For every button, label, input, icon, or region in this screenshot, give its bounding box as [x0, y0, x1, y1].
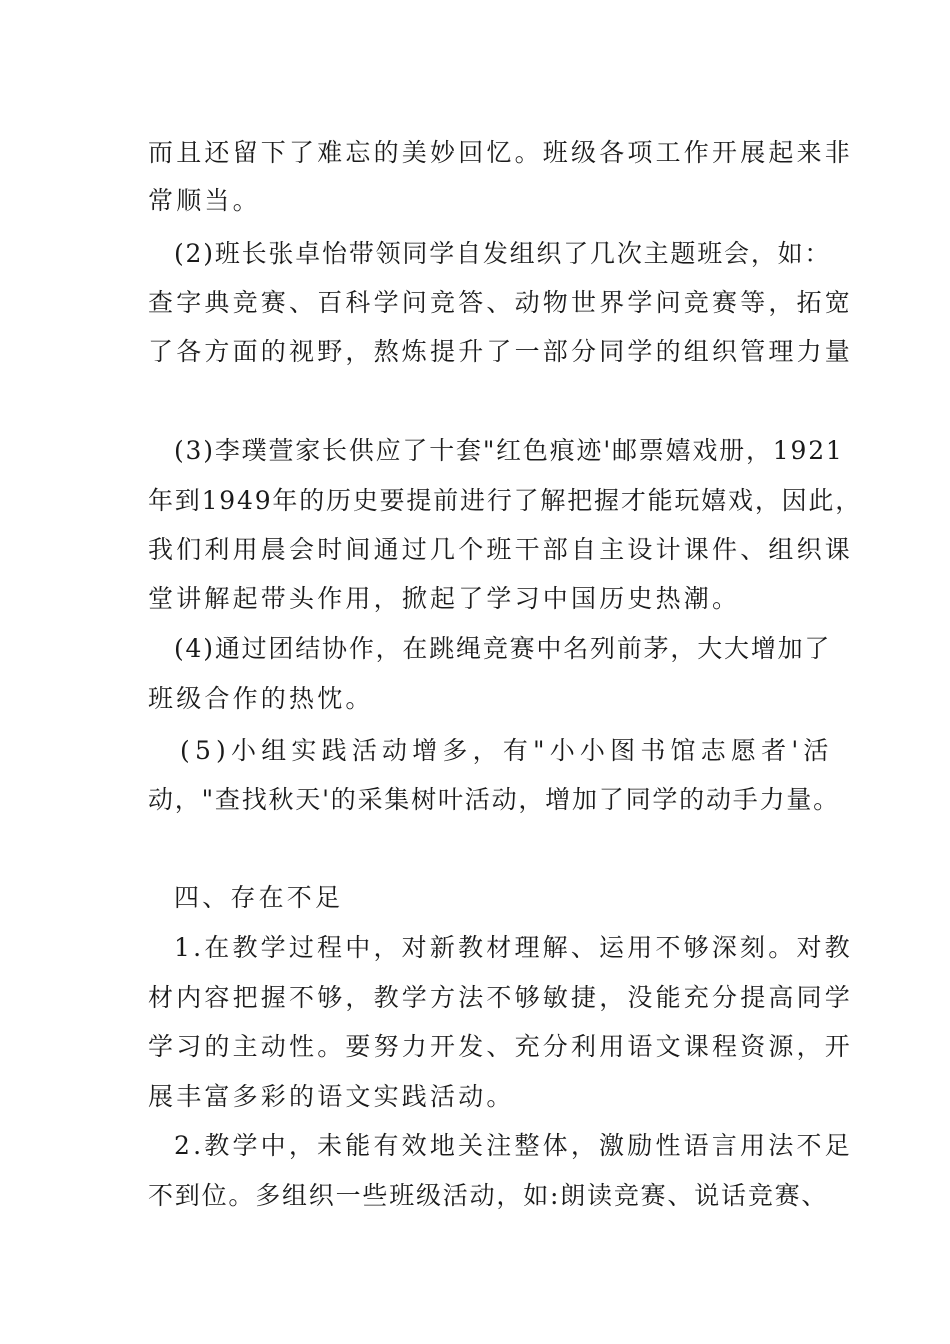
- text-line: 我们利用晨会时间通过几个班干部自主设计课件、组织课: [148, 535, 854, 564]
- text-line: (3)李璞萱家长供应了十套"红色痕迹'邮票嬉戏册，1921: [174, 436, 844, 465]
- text-line: 常顺当。: [148, 186, 261, 215]
- text-line: 1.在教学过程中，对新教材理解、运用不够深刻。对教: [174, 933, 853, 962]
- text-line: 堂讲解起带头作用，掀起了学习中国历史热潮。: [148, 584, 741, 613]
- text-line: 而且还留下了难忘的美妙回忆。班级各项工作开展起来非: [148, 138, 854, 167]
- text-line: 材内容把握不够，教学方法不够敏捷，没能充分提高同学: [148, 983, 854, 1012]
- text-line: 不到位。多组织一些班级活动，如:朗读竞赛、说话竞赛、: [148, 1181, 829, 1210]
- text-line: (5)小组实践活动增多，有"小小图书馆志愿者'活: [180, 736, 834, 765]
- text-line: 动，"查找秋天'的采集树叶活动，增加了同学的动手力量。: [148, 785, 840, 814]
- text-line: 查字典竞赛、百科学问竞答、动物世界学问竞赛等，拓宽: [148, 288, 854, 317]
- text-line: 班级合作的热忱。: [148, 684, 374, 713]
- text-line: 了各方面的视野，熬炼提升了一部分同学的组织管理力量: [148, 337, 854, 366]
- text-line: 展丰富多彩的语文实践活动。: [148, 1082, 515, 1111]
- text-line: 学习的主动性。要努力开发、充分利用语文课程资源，开: [148, 1032, 854, 1061]
- text-line: 2.教学中，未能有效地关注整体，激励性语言用法不足: [174, 1131, 853, 1160]
- text-line: (2)班长张卓怡带领同学自发组织了几次主题班会，如：: [174, 239, 832, 268]
- text-line: 年到1949年的历史要提前进行了解把握才能玩嬉戏，因此，: [148, 486, 863, 515]
- section-heading: 四、存在不足: [174, 883, 344, 912]
- text-line: (4)通过团结协作，在跳绳竞赛中名列前茅，大大增加了: [174, 634, 832, 663]
